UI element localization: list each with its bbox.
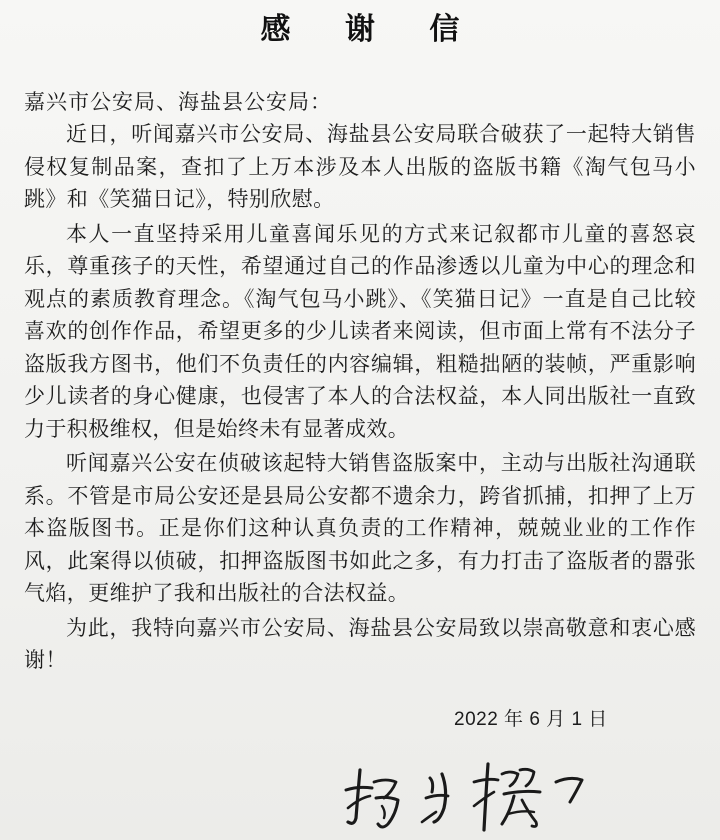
letter-title: 感 谢 信 — [260, 12, 482, 47]
letter-salutation: 嘉兴市公安局、海盐县公安局： — [24, 90, 332, 114]
letter-paragraph: 为此，我特向嘉兴市公安局、海盐县公安局致以崇高敬意和衷心感谢！ — [24, 615, 696, 672]
letter-paragraph: 本人一直坚持采用儿童喜闻乐见的方式来记叙都市儿童的喜怒哀乐，尊重孩子的天性，希望通过自己的作品渗透以儿童为中心的理念和观点的素质教育理念。《淘气包马小跳》、《笑猫日记》一直是自己比较喜欢的创作作品，希望更多的少儿读者来阅读，但市面上常有不法分子盗版我方图书，他们不负责任的内容编辑，粗糙拙陋的装帧，严重影响少儿读者的身心健康，也侵害了本人的合法权益，本人同出版社一直致力于积极维权，但是始终未有显著成效。 — [24, 221, 696, 441]
handwritten-signature — [338, 752, 588, 840]
letter-body — [24, 118, 696, 679]
letter-paragraph: 近日，听闻嘉兴市公安局、海盐县公安局联合破获了一起特大销售侵权复制品案，查扣了上万本涉及本人出版的盗版书籍《淘气包马小跳》和《笑猫日记》，特别欣慰。 — [24, 122, 696, 211]
letter-paragraph: 听闻嘉兴公安在侦破该起特大销售盗版案中，主动与出版社沟通联系。不管是市局公安还是县局公安都不遗余力，跨省抓捕，扣押了上万本盗版图书。正是你们这种认真负责的工作精神，兢兢业业的工作作风，此案得以侦破，扣押盗版图书如此之多，有力打击了盗版者的嚣张气焰，更维护了我和出版社的合法权益。 — [24, 451, 696, 605]
letter-date: 2022 年 6 月 1 日 — [454, 709, 608, 730]
